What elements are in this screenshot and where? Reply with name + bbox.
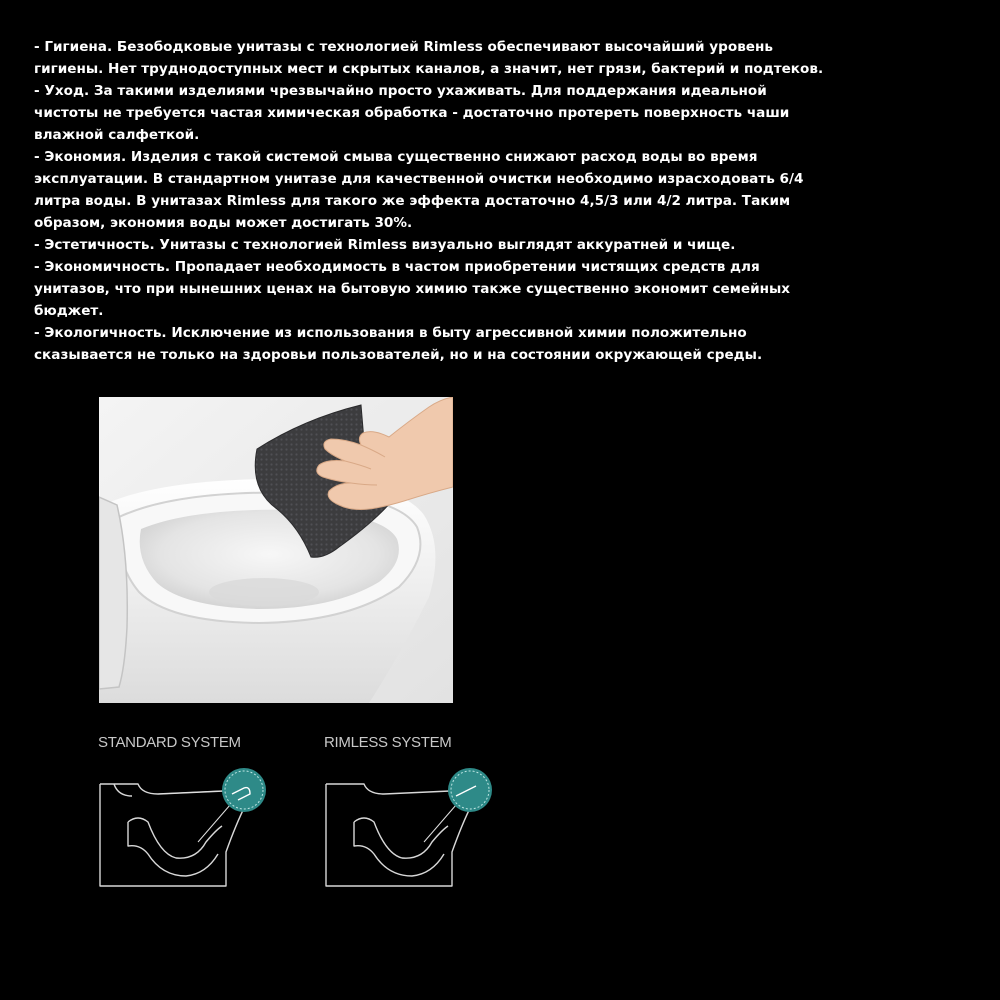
text-line: - Экономичность. Пропадает необходимость в частом приобретении чистящих средств для xyxy=(34,259,760,275)
rimless-system-label: RIMLESS SYSTEM xyxy=(324,734,452,751)
text-line: - Экономия. Изделия с такой системой смыва существенно снижают расход воды во время xyxy=(34,149,758,165)
toilet-cleaning-photo xyxy=(99,397,453,703)
text-line: литра воды. В унитазах Rimless для такого же эффекта достаточно 4,5/3 или 4/2 литра. Таким xyxy=(34,193,791,209)
text-line: сказывается не только на здоровьи пользователей, но и на состоянии окружающей среды. xyxy=(34,347,763,363)
text-line: - Гигиена. Безободковые унитазы с технологией Rimless обеспечивают высочайший уровень xyxy=(34,39,774,55)
highlight-circle xyxy=(448,768,492,812)
trap-upper xyxy=(354,818,448,858)
text-line: влажной салфеткой. xyxy=(34,127,200,143)
standard-system-drawing xyxy=(98,764,298,894)
standard-system-label: STANDARD SYSTEM xyxy=(98,734,241,751)
text-line: чистоты не требуется частая химическая обработка - достаточно протереть поверхность чаши xyxy=(34,105,790,121)
text-line: образом, экономия воды может достигать 30%. xyxy=(34,215,413,231)
text-line: - Экологичность. Исключение из использования в быту агрессивной химии положительно xyxy=(34,325,747,341)
rimless-system-drawing xyxy=(324,764,524,894)
highlight-circle xyxy=(222,768,266,812)
text-line: унитазов, что при нынешних ценах на бытовую химию также существенно экономит семейных xyxy=(34,281,791,297)
text-line: - Уход. За такими изделиями чрезвычайно просто ухаживать. Для поддержания идеальной xyxy=(34,83,767,99)
trap-lower xyxy=(128,822,218,876)
trap-upper xyxy=(128,818,222,858)
description-text xyxy=(34,36,964,366)
toilet-cleaning-illustration xyxy=(99,397,453,703)
text-line: бюджет. xyxy=(34,303,104,319)
rimless-system-diagram xyxy=(324,734,524,894)
text-line: эксплуатации. В стандартном унитазе для качественной очистки необходимо израсходовать 6/4 xyxy=(34,171,804,187)
text-line: гигиены. Нет труднодоступных мест и скрытых каналов, а значит, нет грязи, бактерий и подтеков. xyxy=(34,61,824,77)
rim-channel xyxy=(114,784,132,796)
bowl-water xyxy=(209,578,319,606)
standard-system-diagram xyxy=(98,734,298,894)
trap-lower xyxy=(354,822,444,876)
text-line: - Эстетичность. Унитазы с технологией Rimless визуально выглядят аккуратней и чище. xyxy=(34,237,736,253)
